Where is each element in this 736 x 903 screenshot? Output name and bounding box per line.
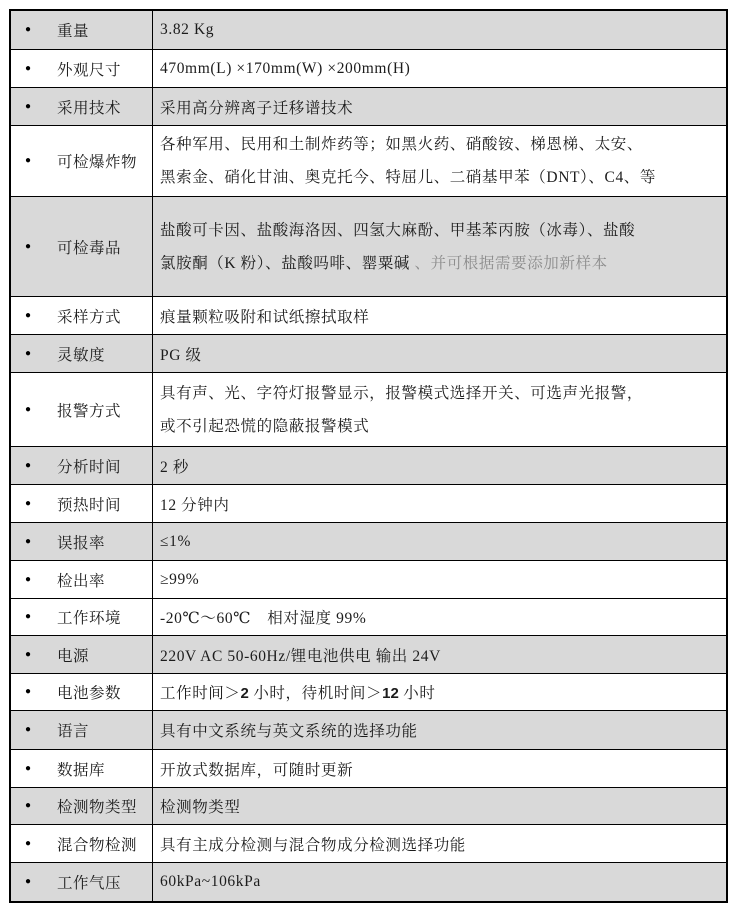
spec-term-cell: [11, 599, 152, 635]
spec-value-text: 60kPa~106kPa: [160, 873, 261, 890]
spec-value-line: [160, 606, 722, 628]
spec-value-text: 220V AC 50-60Hz/锂电池供电 输出 24V: [160, 647, 441, 665]
spec-term: 语言: [57, 723, 90, 740]
bullet-icon: ●: [25, 762, 32, 774]
bullet-icon: ●: [25, 497, 32, 509]
spec-value-text: 盐酸可卡因、盐酸海洛因、四氢大麻酚、甲基苯丙胺（冰毒）、盐酸: [160, 221, 636, 239]
spec-value-line: [160, 795, 722, 817]
spec-value-text: 各种军用、民用和土制炸药等；如黑火药、硝酸铵、梯恩梯、太安、: [160, 136, 644, 153]
bullet-icon: ●: [25, 309, 32, 321]
spec-row: [11, 484, 726, 522]
spec-term: 工作环境: [57, 610, 122, 627]
spec-value-cell: [152, 788, 726, 824]
bullet-icon: ●: [25, 24, 32, 35]
spec-value-line: [160, 377, 722, 410]
spec-term-cell: [11, 825, 152, 862]
bullet-icon: ●: [25, 100, 32, 112]
spec-value-cell: [152, 636, 726, 673]
spec-row: [11, 11, 726, 49]
spec-value-text: 氯胺酮（K 粉）、盐酸吗啡、罂粟碱: [160, 254, 415, 272]
spec-value-text: ≥99%: [160, 570, 200, 588]
spec-row: [11, 560, 726, 598]
spec-term: 灵敏度: [57, 346, 106, 364]
spec-term: 混合物检测: [57, 836, 138, 854]
bullet-icon: ●: [25, 535, 32, 547]
spec-value-cell: [152, 750, 726, 787]
bullet-icon: ●: [25, 724, 32, 735]
spec-term-cell: [11, 447, 152, 484]
spec-value-text: 小时: [398, 685, 436, 702]
spec-value-line: [160, 247, 722, 280]
spec-term: 重量: [57, 23, 90, 40]
spec-value-text: 、并可根据需要添加新样本: [414, 254, 608, 272]
spec-row: [11, 196, 726, 296]
spec-value-cell: [152, 674, 726, 710]
spec-value-cell: [152, 523, 726, 560]
bullet-icon: ●: [25, 403, 32, 415]
spec-term-cell: [11, 297, 152, 334]
spec-value-cell: [152, 50, 726, 87]
spec-value-cell: [152, 711, 726, 749]
spec-value-text: 痕量颗粒吸附和试纸擦拭取样: [160, 308, 370, 326]
spec-value-text: PG 级: [160, 346, 202, 364]
spec-term-cell: [11, 88, 152, 125]
spec-row: [11, 710, 726, 749]
spec-value-cell: [152, 197, 726, 296]
spec-row: [11, 49, 726, 87]
spec-value-cell: [152, 561, 726, 598]
spec-term: 分析时间: [57, 458, 122, 476]
spec-term-cell: [11, 674, 152, 710]
spec-value-cell: [152, 485, 726, 522]
spec-value-line: [160, 21, 722, 39]
spec-value-line: [160, 305, 722, 327]
spec-row: [11, 673, 726, 710]
spec-term: 电源: [57, 647, 90, 665]
spec-value-line: [160, 161, 722, 194]
spec-value-line: [160, 343, 722, 365]
spec-term-cell: [11, 750, 152, 787]
spec-row: [11, 598, 726, 635]
spec-value-cell: [152, 88, 726, 125]
spec-term: 数据库: [57, 761, 106, 779]
spec-value-line: [160, 96, 722, 118]
spec-value-text: 开放式数据库，可随时更新: [160, 761, 354, 779]
spec-term: 误报率: [57, 534, 106, 552]
spec-table: [9, 9, 728, 903]
bullet-icon: ●: [25, 686, 32, 697]
spec-value-line: [160, 455, 722, 477]
spec-row: [11, 125, 726, 196]
spec-value-cell: [152, 373, 726, 446]
spec-value-line: [160, 644, 722, 666]
spec-term-cell: [11, 50, 152, 87]
bullet-icon: ●: [25, 573, 32, 585]
spec-value-text: 12: [382, 685, 399, 702]
spec-row: [11, 334, 726, 372]
spec-value-cell: [152, 11, 726, 49]
bullet-icon: ●: [25, 155, 32, 166]
bullet-icon: ●: [25, 459, 32, 471]
spec-value-text: 具有声、光、字符灯报警显示，报警模式选择开关、可选声光报警，: [160, 384, 644, 402]
bullet-icon: ●: [25, 876, 32, 887]
bullet-icon: ●: [25, 648, 32, 660]
spec-value-line: [160, 833, 722, 855]
spec-value-text: -20℃～60℃ 相对湿度 99%: [160, 610, 367, 627]
spec-value-cell: [152, 447, 726, 484]
spec-term-cell: [11, 11, 152, 49]
spec-value-text: ≤1%: [160, 532, 191, 550]
bullet-icon: ●: [25, 62, 32, 74]
spec-value-line: [160, 128, 722, 161]
spec-term: 检出率: [57, 572, 106, 590]
spec-term-cell: [11, 126, 152, 196]
spec-row: [11, 372, 726, 446]
spec-value-text: 2 秒: [160, 458, 189, 476]
spec-value-text: 12 分钟内: [160, 496, 230, 514]
spec-value-text: 小时，待机时间＞: [248, 685, 383, 702]
spec-term: 采样方式: [57, 308, 122, 326]
spec-row: [11, 446, 726, 484]
spec-term: 检测物类型: [57, 799, 138, 816]
spec-value-cell: [152, 863, 726, 901]
spec-term-cell: [11, 197, 152, 296]
spec-term: 采用技术: [57, 99, 122, 117]
spec-term-cell: [11, 523, 152, 560]
spec-row: [11, 296, 726, 334]
spec-term-cell: [11, 636, 152, 673]
spec-row: [11, 87, 726, 125]
spec-term-cell: [11, 561, 152, 598]
spec-value-text: 采用高分辨离子迁移谱技术: [160, 99, 354, 117]
spec-value-cell: [152, 297, 726, 334]
spec-value-line: [160, 681, 722, 703]
spec-value-cell: [152, 126, 726, 196]
spec-value-text: 2: [240, 685, 249, 702]
spec-term-cell: [11, 485, 152, 522]
spec-value-text: 具有主成分检测与混合物成分检测选择功能: [160, 836, 466, 854]
spec-value-cell: [152, 599, 726, 635]
spec-value-line: [160, 410, 722, 443]
spec-row: [11, 824, 726, 862]
spec-value-line: [160, 60, 722, 78]
bullet-icon: ●: [25, 800, 32, 811]
spec-term-cell: [11, 711, 152, 749]
spec-value-line: [160, 571, 722, 589]
spec-row: [11, 749, 726, 787]
spec-value-cell: [152, 825, 726, 862]
spec-value-text: 470mm(L) ×170mm(W) ×200mm(H): [160, 59, 411, 77]
spec-value-text: 具有中文系统与英文系统的选择功能: [160, 723, 418, 740]
spec-value-text: 3.82 Kg: [160, 21, 215, 38]
spec-value-line: [160, 719, 722, 741]
spec-term-cell: [11, 788, 152, 824]
spec-term: 报警方式: [57, 402, 122, 420]
spec-term: 外观尺寸: [57, 61, 122, 79]
spec-term: 可检毒品: [57, 239, 122, 257]
spec-row: [11, 862, 726, 901]
spec-value-text: 检测物类型: [160, 799, 241, 816]
spec-value-text: 或不引起恐慌的隐蔽报警模式: [160, 417, 370, 435]
spec-value-text: 工作时间＞: [160, 685, 241, 702]
spec-term-cell: [11, 863, 152, 901]
spec-row: [11, 787, 726, 824]
spec-value-line: [160, 533, 722, 551]
spec-term: 电池参数: [57, 685, 122, 702]
bullet-icon: ●: [25, 837, 32, 849]
spec-value-cell: [152, 335, 726, 372]
spec-value-line: [160, 873, 722, 891]
spec-term-cell: [11, 373, 152, 446]
spec-term: 工作气压: [57, 875, 122, 892]
spec-term: 预热时间: [57, 496, 122, 514]
spec-value-line: [160, 493, 722, 515]
spec-value-line: [160, 214, 722, 247]
spec-term: 可检爆炸物: [57, 154, 138, 171]
bullet-icon: ●: [25, 611, 32, 622]
spec-term-cell: [11, 335, 152, 372]
bullet-icon: ●: [25, 240, 32, 252]
bullet-icon: ●: [25, 347, 32, 359]
spec-value-text: 黑索金、硝化甘油、奥克托今、特屈儿、二硝基甲苯（DNT）、C4、等: [160, 169, 656, 186]
spec-value-line: [160, 758, 722, 780]
spec-row: [11, 522, 726, 560]
spec-row: [11, 635, 726, 673]
